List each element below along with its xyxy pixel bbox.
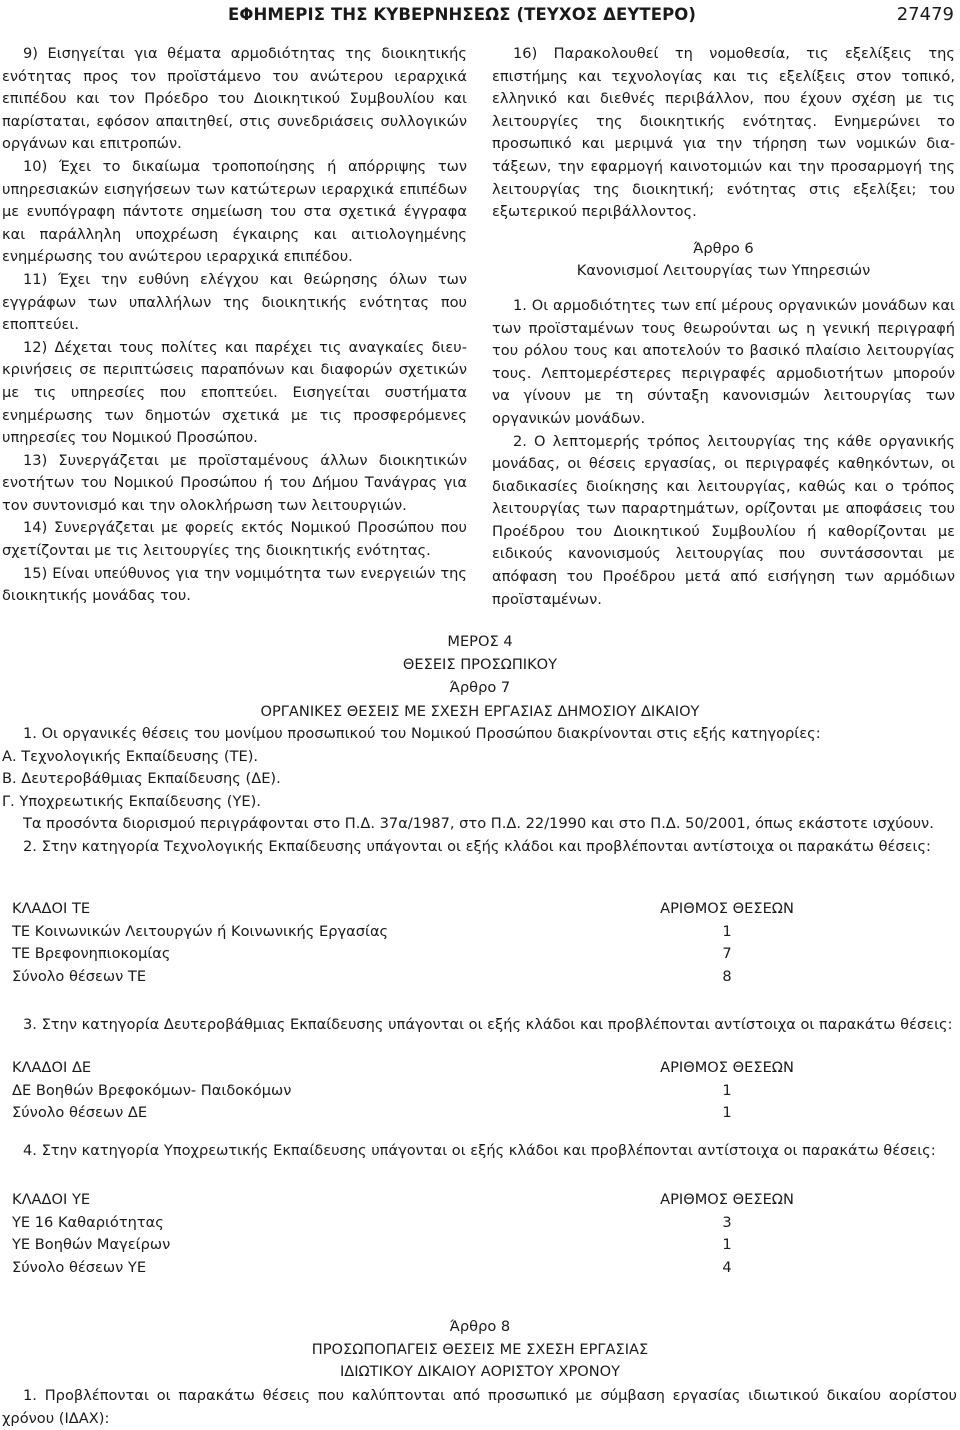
article-7-subtitle: ΟΡΓΑΝΙΚΕΣ ΘΕΣΕΙΣ ΜΕ ΣΧΕΣΗ ΕΡΓΑΣΙΑΣ ΔΗΜΟΣΙΟΥ ΔΙΚΑΙΟΥ xyxy=(260,702,700,720)
paragraph-14: 14) Συνεργάζεται με φορείς εκτός Νομικού Προσώπου που σχετίζονται με τις λειτουργίες της διοικητικής ενότητας. xyxy=(2,519,467,560)
table-row xyxy=(12,1234,812,1257)
table-row xyxy=(12,943,812,966)
right-column xyxy=(492,43,955,611)
article-8-subtitle-line-1: ΠΡΟΣΩΠΟΠΑΓΕΙΣ ΘΕΣΕΙΣ ΜΕ ΣΧΕΣΗ ΕΡΓΑΣΙΑΣ xyxy=(311,1340,649,1358)
branch-name: ΥΕ 16 Καθαριότητας xyxy=(12,1213,164,1231)
branch-name: ΥΕ Βοηθών Μαγείρων xyxy=(12,1236,171,1254)
table-header-row xyxy=(12,898,812,921)
article-7-title: Άρθρο 7 xyxy=(449,679,511,697)
article-6-title: Άρθρο 6 xyxy=(693,239,754,257)
table-header-row xyxy=(12,1057,812,1080)
table-header-row xyxy=(12,1189,812,1212)
branch-column-header: ΚΛΑΔΟΙ ΔΕ xyxy=(12,1059,92,1076)
total-count: 8 xyxy=(722,967,732,985)
article-6-paragraph-1: 1. Οι αρμοδιότητες των επί μέρους οργανικών μονάδων και των προϊσταμένων τους θεωρούνται ως η γενική περιγραφή του ρόλου τους και αποτελούν το βασικό πλαίσιο λειτουργίας τους. Λεπτομερέστερες περιγραφές αρμοδιοτήτων μπορούν να γίνουν με τη σύνταξη κανονισμών λειτουργίας των οργανικών μονάδων. xyxy=(492,296,955,427)
paragraph-12: 12) Δέχεται τους πολίτες και παρέχει τις αναγκαίες διευκρινήσεις σε περιπτώσεις παραπόνων και διαφορών σχετικών με τις υπηρεσίες που εποπτεύει. Εισηγείται συστήματα ενημέρωσης των δημοτών σχετικά με τις προσφερόμενες υπηρεσίες του Νομικού Προσώπου. xyxy=(2,338,467,447)
table-row xyxy=(12,921,812,944)
page-header xyxy=(0,3,958,29)
position-count: 3 xyxy=(722,1213,732,1231)
article-8-paragraph-1: 1. Προβλέπονται οι παρακάτω θέσεις που καλύπτονται από προσωπικό με σύμβαση εργασίας ιδιωτικού δικαίου αορίστου χρόνου (ΙΔΑΧ): xyxy=(2,1387,957,1427)
table-row xyxy=(12,1212,812,1235)
te-positions-table xyxy=(12,898,812,988)
paragraph-11: 11) Έχει την ευθύνη ελέγχου και θεώρησης όλων των εγγράφων των υπαλλήλων της διοικητικής ενότητας που εποπτεύει. xyxy=(2,270,467,334)
count-column-header: ΑΡΙΘΜΟΣ ΘΕΣΕΩΝ xyxy=(660,1059,794,1076)
article-8-subtitle-line-2: ΙΔΙΩΤΙΚΟΥ ΔΙΚΑΙΟΥ ΑΟΡΙΣΤΟΥ ΧΡΟΝΟΥ xyxy=(339,1363,621,1381)
branch-column-header: ΚΛΑΔΟΙ ΤΕ xyxy=(12,900,91,917)
article-7-paragraph-1: 1. Οι οργανικές θέσεις του μονίμου προσωπικού του Νομικού Προσώπου διακρίνονται στις εξής κατηγορίες: xyxy=(23,725,821,742)
position-count: 1 xyxy=(722,1236,732,1254)
total-count: 4 xyxy=(722,1258,732,1276)
total-count: 1 xyxy=(722,1104,732,1122)
paragraph-16: 16) Παρακολουθεί τη νομοθεσία, τις εξελίξεις της επιστήμης και τεχνολογίας και τις εξελίξεις στον τοπικό, ελληνικό και διεθνές περιβάλλον, που έχουν σχέση με τις λειτουργίες της διοικητικής ενότητας. Ενημερώνει το προσωπικό και μεριμνά για την τήρηση των νομικών διατάξεων, την εφαρμογή καινοτομιών και την προσαρμογή της λειτουργίας της διοικητική; ενότητας στις εξελίξει; του εξωτερικού περιβάλλοντος. xyxy=(492,45,955,221)
table-total-row xyxy=(12,966,812,989)
article-6-paragraph-2: 2. Ο λεπτομερής τρόπος λειτουργίας της κάθε οργανικής μονάδας, οι θέσεις εργασίας, οι περιγραφές καθηκόντων, οι διαδικασίες διοίκησης και λειτουργίας, καθώς και ο τρόπος λειτουργίας των παραρτημάτων, ορίζονται με αποφάσεις του Προέδρου του Διοικητικού Συμβουλίου ή καθορίζονται με ειδικούς κανονισμούς λειτουργίας που συντάσσονται με απόφαση του Προέδρου μετά από εισήγηση των αρμόδιων προϊσταμένων. xyxy=(492,432,955,608)
paragraph-13: 13) Συνεργάζεται με προϊσταμένους άλλων διοικητικών ενοτήτων του Νομικού Προσώπου ή του Δήμου Τανάγρας για τον συντονισμό και την ολοκλήρωση των λειτουργιών. xyxy=(2,451,467,514)
article-6-subtitle: Κανονισμοί Λειτουργίας των Υπηρεσιών xyxy=(576,262,871,280)
page-number: 27479 xyxy=(896,4,954,25)
positions-title: ΘΕΣΕΙΣ ΠΡΟΣΩΠΙΚΟΥ xyxy=(402,656,558,674)
branch-name: ΤΕ Βρεφονηπιοκομίας xyxy=(12,945,171,963)
category-b: Β. Δευτεροβάθμιας Εκπαίδευσης (ΔΕ). xyxy=(2,770,281,788)
article-8-headings xyxy=(0,1316,960,1384)
left-column xyxy=(2,43,467,608)
article-7-paragraph-3-block xyxy=(2,1014,957,1037)
article-7-intro xyxy=(2,723,957,859)
count-column-header: ΑΡΙΘΜΟΣ ΘΕΣΕΩΝ xyxy=(660,1191,794,1208)
total-label: Σύνολο θέσεων ΤΕ xyxy=(12,967,147,985)
paragraph-9: 9) Εισηγείται για θέματα αρμοδιότητας της διοικητικής ενότητας προς τον προϊστάμενο του ανώτερου ιεραρχικά επιπέδου και τον Πρόεδρο του Διοικητικού Συμβουλίου και παρίσταται, εφόσον απαιτηθεί, στις συνεδριάσεις συλλογικών οργάνων και επιτροπών. xyxy=(2,45,467,153)
article-7-paragraph-4-block xyxy=(2,1140,957,1163)
qualifications-text: Τα προσόντα διορισμού περιγράφονται στο Π.Δ. 37α/1987, στο Π.Δ. 22/1990 και στο Π.Δ. 50/2001, όπως εκάστοτε ισχύουν. xyxy=(23,815,934,833)
part-4-headings xyxy=(0,630,960,723)
branch-name: ΤΕ Κοινωνικών Λειτουργών ή Κοινωνικής Εργασίας xyxy=(12,922,389,940)
total-label: Σύνολο θέσεων ΥΕ xyxy=(12,1258,147,1276)
de-positions-table xyxy=(12,1057,812,1125)
table-total-row xyxy=(12,1102,812,1125)
category-a: Α. Τεχνολογικής Εκπαίδευσης (ΤΕ). xyxy=(2,747,259,765)
table-row xyxy=(12,1080,812,1103)
article-7-paragraph-4: 4. Στην κατηγορία Υποχρεωτικής Εκπαίδευσης υπάγονται οι εξής κλάδοι και προβλέπονται αντίστοιχα οι παρακάτω θέσεις: xyxy=(23,1142,936,1159)
ye-positions-table xyxy=(12,1189,812,1279)
position-count: 1 xyxy=(722,1081,732,1099)
position-count: 1 xyxy=(722,922,732,940)
branch-name: ΔΕ Βοηθών Βρεφοκόμων- Παιδοκόμων xyxy=(12,1081,292,1099)
article-7-paragraph-3: 3. Στην κατηγορία Δευτεροβάθμιας Εκπαίδευσης υπάγονται οι εξής κλάδοι και προβλέπονται αντίστοιχα οι παρακάτω θέσεις: xyxy=(23,1016,953,1033)
table-total-row xyxy=(12,1257,812,1280)
paragraph-10: 10) Έχει το δικαίωμα τροποποίησης ή απόρριψης των υπηρεσιακών εισηγήσεων των κατώτερων ιεραρχικά επιπέδων με ενυπόγραφη πάντοτε σημείωση του στα σχετικά έγγραφα και παράλληλη υποχρέωση έγκαιρης και αιτιολογημένης ενημέρωσης του ανώτερου ιεραρχικά επιπέδου. xyxy=(2,157,467,266)
count-column-header: ΑΡΙΘΜΟΣ ΘΕΣΕΩΝ xyxy=(660,900,794,917)
article-8-paragraph-block xyxy=(2,1385,957,1430)
total-label: Σύνολο θέσεων ΔΕ xyxy=(12,1104,148,1122)
gazette-title: ΕΦΗΜΕΡΙΣ ΤΗΣ ΚΥΒΕΡΝΗΣΕΩΣ (ΤΕΥΧΟΣ ΔΕΥΤΕΡΟ) xyxy=(228,5,697,24)
part-4-title: ΜΕΡΟΣ 4 xyxy=(447,633,513,650)
position-count: 7 xyxy=(722,945,732,963)
article-7-paragraph-2: 2. Στην κατηγορία Τεχνολογικής Εκπαίδευσης υπάγονται οι εξής κλάδοι και προβλέπονται αντίστοιχα οι παρακάτω θέσεις: xyxy=(23,837,931,855)
article-8-title: Άρθρο 8 xyxy=(449,1318,511,1335)
category-c: Γ. Υποχρεωτικής Εκπαίδευσης (ΥΕ). xyxy=(2,792,261,810)
paragraph-15: 15) Είναι υπεύθυνος για την νομιμότητα των ενεργειών της διοικητικής μονάδας του. xyxy=(2,564,467,605)
branch-column-header: ΚΛΑΔΟΙ ΥΕ xyxy=(12,1191,91,1208)
